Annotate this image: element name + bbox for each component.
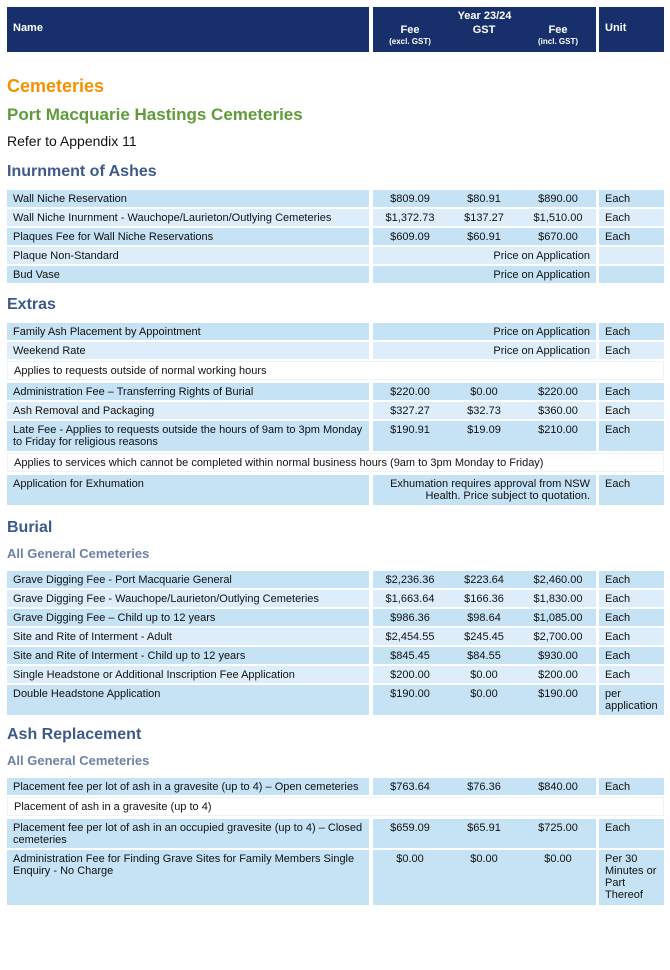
row-unit: Each	[599, 402, 664, 419]
note-row: Applies to services which cannot be completed within normal business hours (9am to 3pm Monday to Friday)	[7, 453, 664, 472]
table-row	[7, 666, 664, 683]
row-fees: $2,236.36 $223.64 $2,460.00	[373, 571, 596, 588]
row-name: Bud Vase	[7, 266, 369, 283]
header-fee-incl: Fee (incl. GST)	[538, 24, 578, 46]
row-unit: Each	[599, 342, 664, 359]
table-row	[7, 190, 664, 207]
row-name: Grave Digging Fee – Child up to 12 years	[7, 609, 369, 626]
row-name: Placement fee per lot of ash in a gravesite (up to 4) – Open cemeteries	[7, 778, 369, 795]
table-row	[7, 228, 664, 245]
table-header	[7, 7, 664, 52]
section-title-burial: Burial	[7, 519, 53, 536]
row-unit: Each	[599, 228, 664, 245]
note-row: Applies to requests outside of normal working hours	[7, 361, 664, 380]
table-row	[7, 590, 664, 607]
row-fees: Price on Application	[373, 247, 596, 264]
row-name: Grave Digging Fee - Port Macquarie General	[7, 571, 369, 588]
table-row	[7, 402, 664, 419]
section-title-extras: Extras	[7, 296, 56, 313]
row-unit: Each	[599, 571, 664, 588]
row-unit: Each	[599, 819, 664, 848]
row-fees: $609.09 $60.91 $670.00	[373, 228, 596, 245]
header-year-group	[373, 7, 596, 52]
row-fees: $1,663.64 $166.36 $1,830.00	[373, 590, 596, 607]
table-row	[7, 421, 664, 451]
row-unit: Each	[599, 323, 664, 340]
row-name: Administration Fee for Finding Grave Sites for Family Members Single Enquiry - No Charge	[7, 850, 369, 905]
row-unit: Each	[599, 209, 664, 226]
section-title-ash-replacement: Ash Replacement	[7, 726, 142, 743]
row-name: Ash Removal and Packaging	[7, 402, 369, 419]
row-fees: $809.09 $80.91 $890.00	[373, 190, 596, 207]
row-fees: $659.09 $65.91 $725.00	[373, 819, 596, 848]
row-name: Family Ash Placement by Appointment	[7, 323, 369, 340]
row-name: Grave Digging Fee - Wauchope/Laurieton/Outlying Cemeteries	[7, 590, 369, 607]
table-row	[7, 609, 664, 626]
row-fees: $327.27 $32.73 $360.00	[373, 402, 596, 419]
table-row	[7, 323, 664, 340]
row-fees: Price on Application	[373, 342, 596, 359]
row-name: Placement fee per lot of ash in an occupied gravesite (up to 4) – Closed cemeteries	[7, 819, 369, 848]
header-year: Year 23/24	[457, 10, 512, 22]
row-name: Plaque Non-Standard	[7, 247, 369, 264]
row-name: Application for Exhumation	[7, 475, 369, 505]
table-row	[7, 647, 664, 664]
section-title-inurnment: Inurnment of Ashes	[7, 163, 157, 180]
row-name: Wall Niche Inurnment - Wauchope/Laurieton/Outlying Cemeteries	[7, 209, 369, 226]
note-row: Placement of ash in a gravesite (up to 4)	[7, 797, 664, 816]
subsection-title-burial: All General Cemeteries	[7, 546, 150, 561]
row-fees: $845.45 $84.55 $930.00	[373, 647, 596, 664]
table-row	[7, 685, 664, 715]
refer-note: Refer to Appendix 11	[7, 133, 137, 149]
table-row	[7, 850, 664, 905]
table-row	[7, 383, 664, 400]
extras-table	[7, 323, 664, 507]
row-name: Single Headstone or Additional Inscription Fee Application	[7, 666, 369, 683]
table-row	[7, 266, 664, 283]
row-unit: Per 30 Minutes or Part Thereof	[599, 850, 664, 905]
row-unit	[599, 266, 664, 283]
row-fees: $763.64 $76.36 $840.00	[373, 778, 596, 795]
row-unit: per application	[599, 685, 664, 715]
table-row	[7, 342, 664, 359]
header-fee-excl: Fee (excl. GST)	[389, 24, 431, 46]
row-fees: $220.00 $0.00 $220.00	[373, 383, 596, 400]
table-row	[7, 247, 664, 264]
row-name: Site and Rite of Interment - Child up to 12 years	[7, 647, 369, 664]
row-unit: Each	[599, 190, 664, 207]
row-unit: Each	[599, 628, 664, 645]
header-name: Name	[7, 7, 369, 52]
row-unit: Each	[599, 666, 664, 683]
page-title: Cemeteries	[7, 76, 105, 96]
row-fees: $200.00 $0.00 $200.00	[373, 666, 596, 683]
row-name: Site and Rite of Interment - Adult	[7, 628, 369, 645]
row-fees: $986.36 $98.64 $1,085.00	[373, 609, 596, 626]
row-fees: $190.00 $0.00 $190.00	[373, 685, 596, 715]
row-unit: Each	[599, 778, 664, 795]
table-row	[7, 819, 664, 848]
row-unit: Each	[599, 383, 664, 400]
row-fees: $2,454.55 $245.45 $2,700.00	[373, 628, 596, 645]
table-row	[7, 778, 664, 795]
row-unit: Each	[599, 647, 664, 664]
row-fees: $190.91 $19.09 $210.00	[373, 421, 596, 451]
header-unit: Unit	[599, 7, 664, 52]
row-name: Weekend Rate	[7, 342, 369, 359]
row-fees: Price on Application	[373, 323, 596, 340]
row-name: Administration Fee – Transferring Rights of Burial	[7, 383, 369, 400]
subsection-title-ash: All General Cemeteries	[7, 753, 150, 768]
row-name: Wall Niche Reservation	[7, 190, 369, 207]
inurnment-table	[7, 190, 664, 285]
row-fees: Price on Application	[373, 266, 596, 283]
row-unit: Each	[599, 421, 664, 451]
section-title-pmh: Port Macquarie Hastings Cemeteries	[7, 105, 303, 124]
header-gst: GST	[472, 24, 496, 36]
row-unit: Each	[599, 475, 664, 505]
row-name: Late Fee - Applies to requests outside the hours of 9am to 3pm Monday to Friday for religious reasons	[7, 421, 369, 451]
table-row	[7, 571, 664, 588]
table-row	[7, 628, 664, 645]
row-fees: $0.00 $0.00 $0.00	[373, 850, 596, 905]
row-unit: Each	[599, 590, 664, 607]
row-unit	[599, 247, 664, 264]
table-row	[7, 209, 664, 226]
row-fees: Exhumation requires approval from NSW Health. Price subject to quotation.	[373, 475, 596, 505]
table-row	[7, 475, 664, 505]
row-unit: Each	[599, 609, 664, 626]
ash-table	[7, 778, 664, 907]
burial-table	[7, 571, 664, 717]
row-name: Plaques Fee for Wall Niche Reservations	[7, 228, 369, 245]
row-fees: $1,372.73 $137.27 $1,510.00	[373, 209, 596, 226]
row-name: Double Headstone Application	[7, 685, 369, 715]
